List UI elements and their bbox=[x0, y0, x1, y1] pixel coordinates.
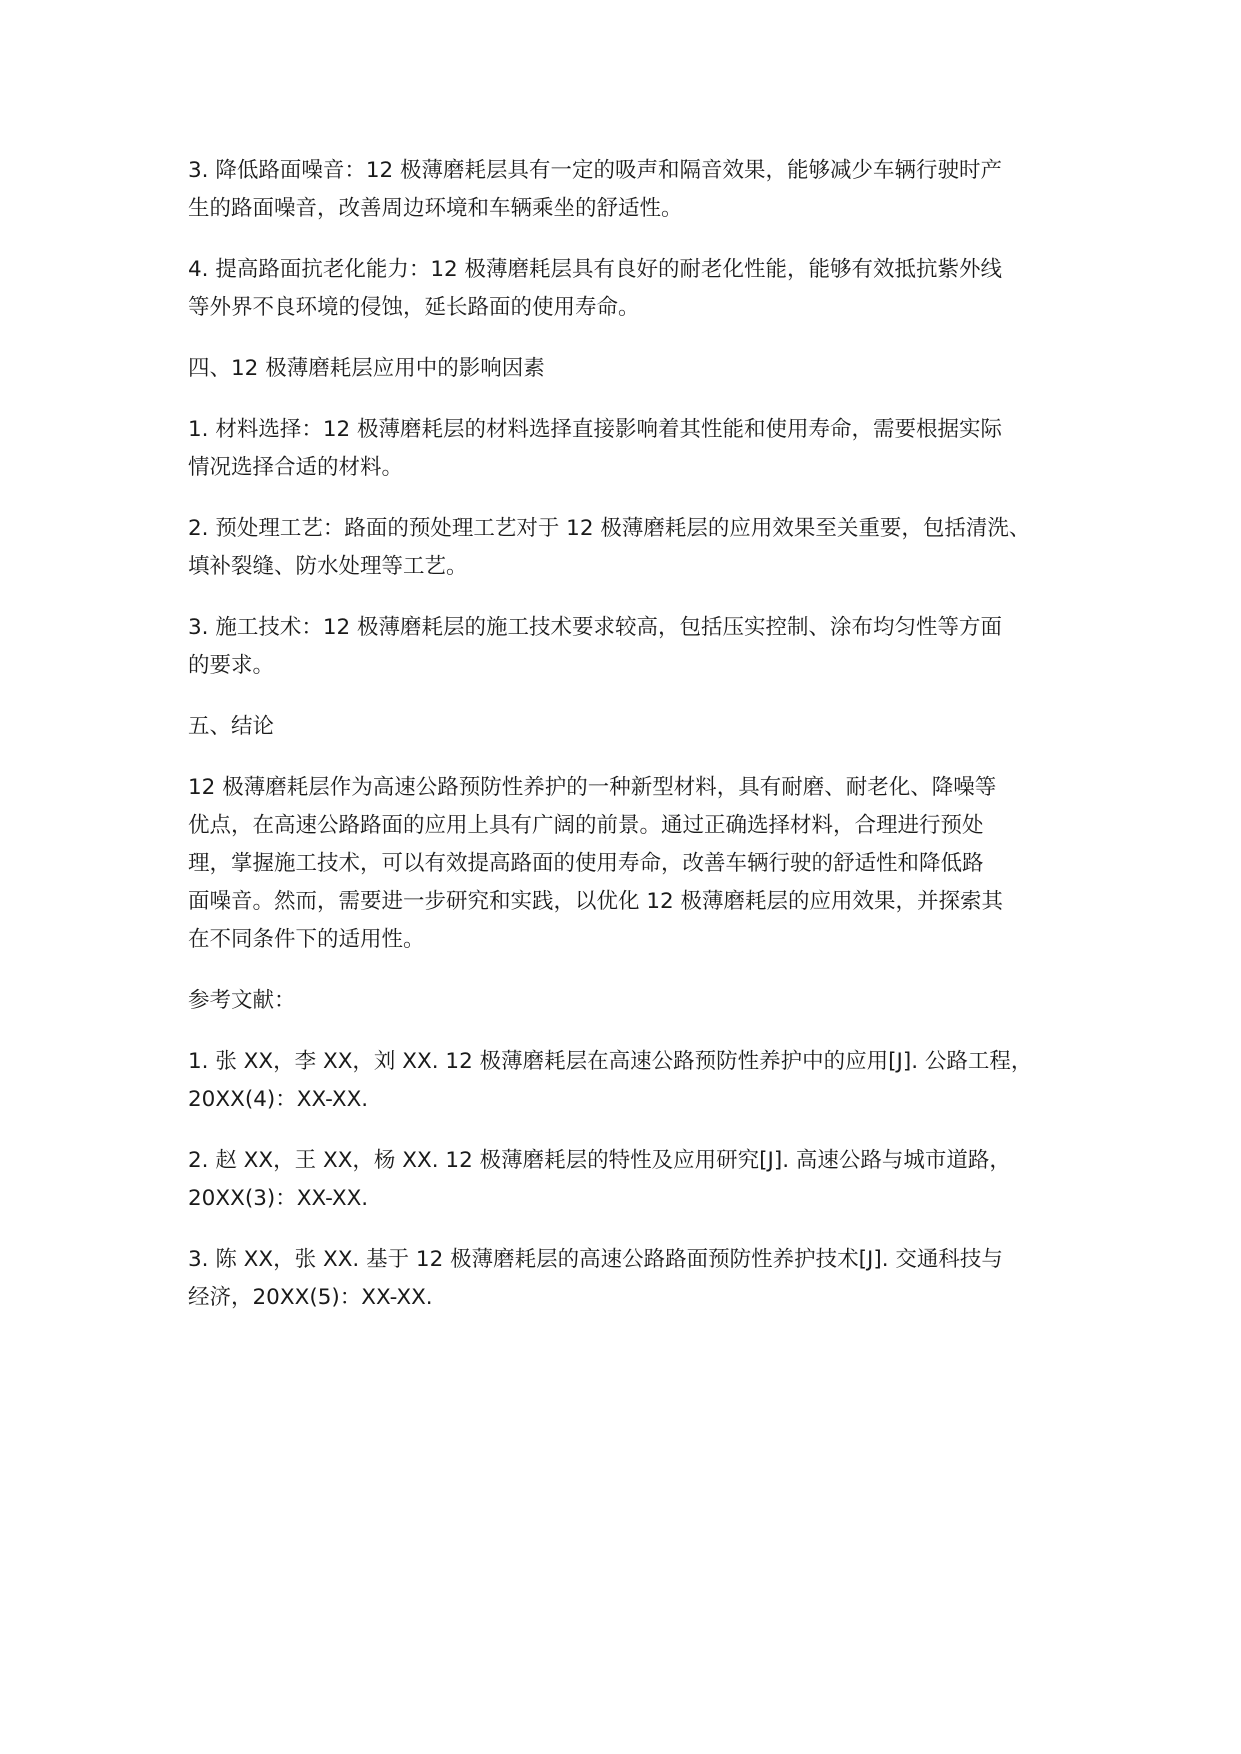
reference-item bbox=[188, 1142, 1068, 1218]
text-line: 2. 预处理工艺：路面的预处理工艺对于 12 极薄磨耗层的应用效果至关重要，包括清洗、 bbox=[188, 516, 1031, 541]
paragraph-pretreatment bbox=[188, 510, 1068, 586]
paragraph-conclusion bbox=[188, 769, 1068, 959]
text-line: 20XX(4)：XX-XX. bbox=[188, 1087, 369, 1112]
paragraph-noise-reduction bbox=[188, 152, 1068, 228]
text-line: 2. 赵 XX，王 XX，杨 XX. 12 极薄磨耗层的特性及应用研究[J]. 高速公路与城市道路， bbox=[188, 1148, 1011, 1173]
document-body bbox=[188, 152, 1068, 1340]
text-line: 1. 张 XX，李 XX，刘 XX. 12 极薄磨耗层在高速公路预防性养护中的应用[J]. 公路工程， bbox=[188, 1049, 1033, 1074]
text-line: 12 极薄磨耗层作为高速公路预防性养护的一种新型材料，具有耐磨、耐老化、降噪等 bbox=[188, 775, 997, 800]
text-line: 20XX(3)：XX-XX. bbox=[188, 1186, 369, 1211]
text-line: 填补裂缝、防水处理等工艺。 bbox=[188, 554, 468, 579]
reference-item bbox=[188, 1241, 1068, 1317]
text-line: 4. 提高路面抗老化能力：12 极薄磨耗层具有良好的耐老化性能，能够有效抵抗紫外线 bbox=[188, 257, 1003, 282]
section-heading-conclusion bbox=[188, 708, 1068, 746]
text-line: 1. 材料选择：12 极薄磨耗层的材料选择直接影响着其性能和使用寿命，需要根据实际 bbox=[188, 417, 1003, 442]
text-line: 五、结论 bbox=[188, 714, 275, 739]
text-line: 参考文献： bbox=[188, 988, 296, 1013]
text-line: 3. 施工技术：12 极薄磨耗层的施工技术要求较高，包括压实控制、涂布均匀性等方面 bbox=[188, 615, 1003, 640]
reference-item bbox=[188, 1043, 1068, 1119]
text-line: 在不同条件下的适用性。 bbox=[188, 927, 425, 952]
text-line: 3. 陈 XX，张 XX. 基于 12 极薄磨耗层的高速公路路面预防性养护技术[J]. 交通科技与 bbox=[188, 1247, 1003, 1272]
references-heading bbox=[188, 982, 1068, 1020]
text-line: 等外界不良环境的侵蚀，延长路面的使用寿命。 bbox=[188, 295, 640, 320]
text-line: 3. 降低路面噪音：12 极薄磨耗层具有一定的吸声和隔音效果，能够减少车辆行驶时产 bbox=[188, 158, 1003, 183]
paragraph-material-selection bbox=[188, 411, 1068, 487]
text-line: 理，掌握施工技术，可以有效提高路面的使用寿命，改善车辆行驶的舒适性和降低路 bbox=[188, 851, 984, 876]
text-line: 优点，在高速公路路面的应用上具有广阔的前景。通过正确选择材料，合理进行预处 bbox=[188, 813, 984, 838]
paragraph-construction-technique bbox=[188, 609, 1068, 685]
text-line: 面噪音。然而，需要进一步研究和实践，以优化 12 极薄磨耗层的应用效果，并探索其 bbox=[188, 889, 1004, 914]
text-line: 情况选择合适的材料。 bbox=[188, 455, 404, 480]
text-line: 四、12 极薄磨耗层应用中的影响因素 bbox=[188, 356, 545, 381]
text-line: 经济，20XX(5)：XX-XX. bbox=[188, 1285, 433, 1310]
paragraph-anti-aging bbox=[188, 251, 1068, 327]
text-line: 生的路面噪音，改善周边环境和车辆乘坐的舒适性。 bbox=[188, 196, 683, 221]
text-line: 的要求。 bbox=[188, 653, 275, 678]
section-heading-influencing-factors bbox=[188, 350, 1068, 388]
